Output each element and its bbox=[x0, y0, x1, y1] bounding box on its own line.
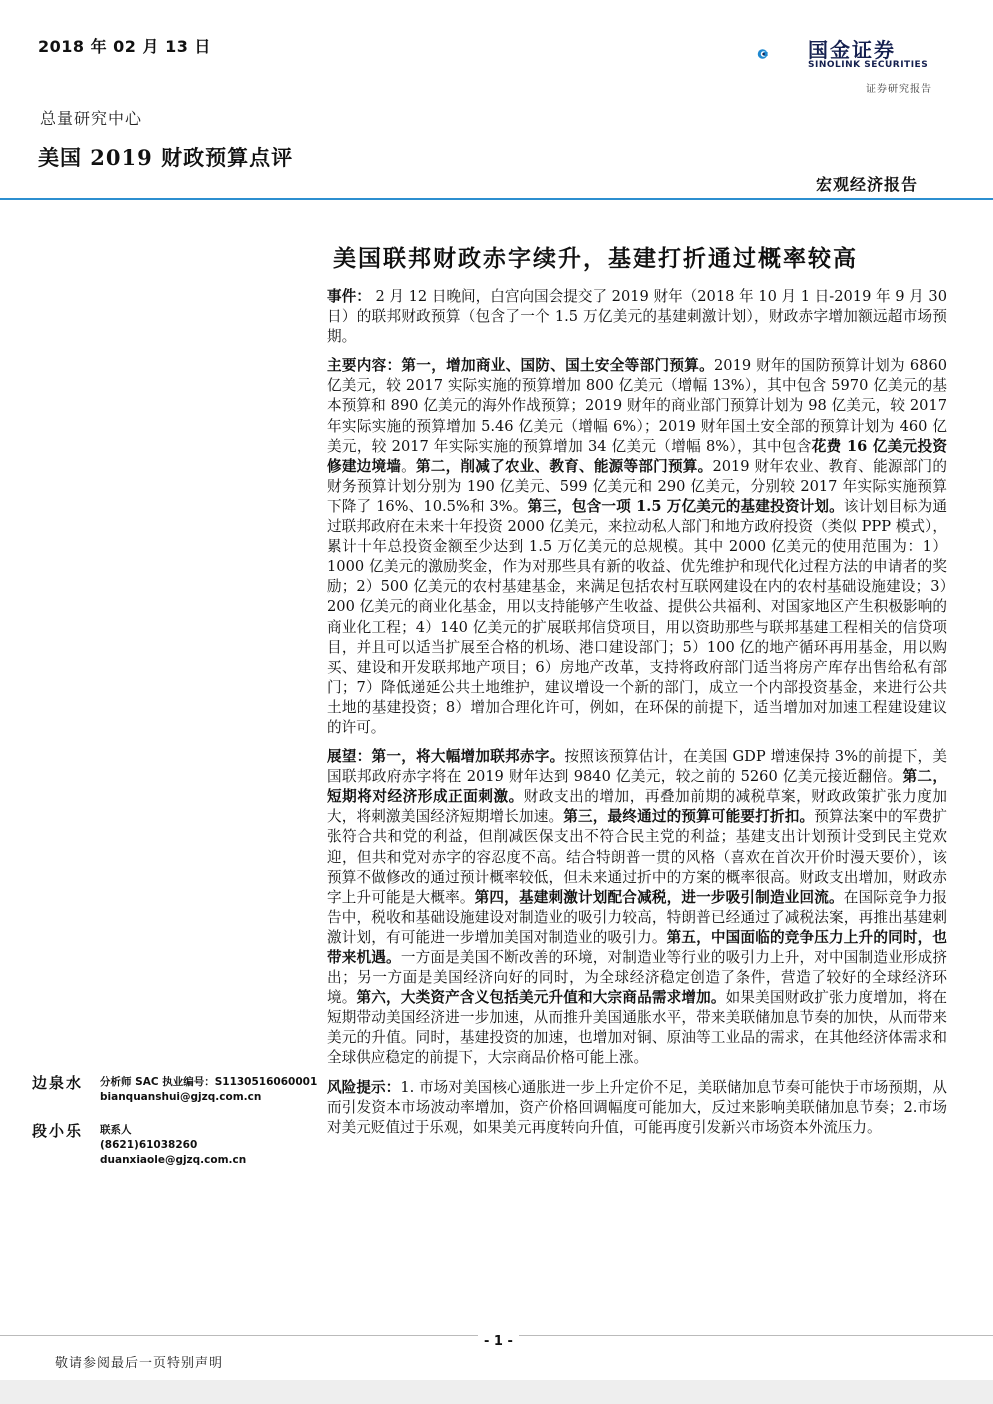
risk-text: 1. 市场对美国核心通胀进一步上升定价不足，美联储加息节奏可能快于市场预期，从而引发资本市场波动率增加，资产价格回调幅度可能加大，反过来影响美联储加息节奏；2.市场对美元贬值过于乐观，如果美元再度转向升值，可能再度引发新兴市场资本外流压力。 bbox=[327, 1078, 947, 1136]
author-2-role: 联系人 bbox=[100, 1124, 132, 1136]
header-divider bbox=[0, 198, 993, 200]
content-text-2: 。 bbox=[401, 457, 416, 475]
outlook-point-3: 第三，最终通过的预算可能要打折扣。 bbox=[563, 808, 815, 826]
outlook-paragraph bbox=[327, 747, 947, 1069]
author-1-email[interactable]: bianquanshui@gjzq.com.cn bbox=[100, 1091, 262, 1103]
outlook-point-2: 第二，短期将对经济形成正面刺激。 bbox=[327, 768, 947, 806]
main-title: 美国联邦财政赤字续升，基建打折通过概率较高 bbox=[333, 245, 858, 272]
bottom-bar bbox=[0, 1380, 993, 1404]
content-point-2: 第二，削减了农业、教育、能源等部门预算。 bbox=[415, 457, 713, 475]
brand-subtitle: 证券研究报告 bbox=[866, 84, 932, 95]
brand-name-en: SINOLINK SECURITIES bbox=[808, 60, 929, 70]
content-point-3: 第三，包含一项 1.5 万亿美元的基建投资计划。 bbox=[527, 497, 844, 515]
content-text-1: 2019 财年的国防预算计划为 6860 亿美元，较 2017 实际实施的预算增加 800 亿美元（增幅 13%），其中包含 5970 亿美元的基本预算和 890 亿美元的海外作战预算；2019 财年的商业部门预算计划为 98 亿美元，较 2017 年实际实施的预算增加 5.46 亿美元（增幅 6%）；2019 财年国土安全部的预算计划为 460 亿美元，较 2017 年实际实施的预算增加 34 亿美元（增幅 8%），其中包含 bbox=[327, 357, 947, 455]
outlook-text-5: 一方面是美国不断改善的环境，对制造业等行业的吸引力上升，对中国制造业形成挤出；另一方面是美国经济向好的同时，为全球经济稳定创造了条件，营造了较好的全球经济环境。 bbox=[327, 949, 947, 1007]
outlook-point-5: 第五，中国面临的竞争压力上升的同时，也带来机遇。 bbox=[327, 928, 947, 966]
content-paragraph bbox=[327, 356, 947, 738]
risk-paragraph bbox=[327, 1078, 947, 1138]
sinolink-logo-icon bbox=[757, 30, 805, 78]
outlook-text-3: 预算法案中的军费扩张符合共和党的利益，但削减医保支出不符合民主党的利益；基建支出计划预计受到民主党欢迎，但共和党对赤字的容忍度不高。结合特朗普一贯的风格（喜欢在首次开价时漫天要价），该预算不做修改的通过预计概率较低，但未来通过折中的方案的概率很高。财政支出增加，财政赤字上升可能是大概率。 bbox=[327, 808, 947, 906]
author-info-2 bbox=[100, 1123, 246, 1168]
content-text-3: 2019 财年农业、教育、能源部门的财务预算计划分别为 190 亿美元、599 亿美元和 290 亿美元，分别较 2017 年实际实施预算下降了 16%、10.5%和 3%。 bbox=[327, 457, 947, 515]
content-label: 主要内容： bbox=[327, 357, 402, 375]
author-1-sac: 分析师 SAC 执业编号：S1130516060001 bbox=[100, 1076, 318, 1088]
risk-label: 风险提示： bbox=[327, 1078, 401, 1096]
report-body bbox=[327, 287, 947, 1147]
event-label: 事件： bbox=[327, 288, 371, 305]
brand-name-cn: 国金证券 bbox=[808, 38, 896, 62]
disclaimer: 敬请参阅最后一页特别声明 bbox=[55, 1356, 224, 1371]
event-text: 2 月 12 日晚间，白宫向国会提交了 2019 财年（2018 年 10 月 1 日-2019 年 9 月 30 日）的联邦财政预算（包含了一个 1.5 万亿美元的基建刺激计划），财政赤字增加额远超市场预期。 bbox=[327, 288, 947, 346]
content-highlight-wall: 花费 16 亿美元投资修建边境墙 bbox=[327, 437, 947, 475]
outlook-text-2: 财政支出的增加，再叠加前期的减税草案，财政政策扩张力度加大，将刺激美国经济短期增长加速。 bbox=[327, 788, 947, 826]
author-2-phone: (8621)61038260 bbox=[100, 1139, 198, 1151]
page-number: - 1 - bbox=[478, 1334, 519, 1349]
author-2-email[interactable]: duanxiaole@gjzq.com.cn bbox=[100, 1154, 247, 1166]
outlook-point-1: 第一，将大幅增加联邦赤字。 bbox=[371, 748, 565, 766]
content-point-1: 第一，增加商业、国防、国土安全等部门预算。 bbox=[401, 357, 714, 375]
event-paragraph bbox=[327, 287, 947, 347]
report-date: 2018 年 02 月 13 日 bbox=[38, 37, 211, 56]
author-name-2: 段小乐 bbox=[32, 1122, 84, 1140]
content-text-4: 该计划目标为通过联邦政府在未来十年投资 2000 亿美元，来拉动私人部门和地方政府投资（类似 PPP 模式），累计十年总投资金额至少达到 1.5 万亿美元的总规模。其中 2000 亿美元的使用范围为：1）1000 亿美元的激励奖金，作为对那些具有新的收益、优先维护和现代化过程方法的申请者的奖励；2）500 亿美元的农村基建基金，来满足包括农村互联网建设在内的农村基础设施建设；3）200 亿美元的商业化基金，用以支持能够产生收益、提供公共福利、对国家地区产生积极影响的商业化工程；4）140 亿美元的扩展联邦信贷项目，用以资助那些与联邦基建工程相关的信贷项目，并且可以适当扩展至合格的机场、港口建设部门；5）100 亿的地产循环再用基金，用以购买、建设和开发联邦地产项目；6）房地产改革，支持将政府部门适当将房产库存出售给私有部门；7）降低递延公共土地维护，建议增设一个新的部门，成立一个内部投资基金，来进行公共土地的基建投资；8）增加合理化许可，例如，在环保的前提下，适当增加对加速工程建设建议的许可。 bbox=[327, 497, 947, 736]
department: 总量研究中心 bbox=[40, 109, 143, 128]
report-title: 美国 2019 财政预算点评 bbox=[38, 145, 294, 170]
report-type: 宏观经济报告 bbox=[816, 175, 919, 194]
outlook-point-4: 第四，基建刺激计划配合减税，进一步吸引制造业回流。 bbox=[474, 888, 844, 906]
author-info-1 bbox=[100, 1075, 317, 1105]
outlook-text-1: 按照该预算估计，在美国 GDP 增速保持 3%的前提下，美国联邦政府赤字将在 2019 财年达到 9840 亿美元，较之前的 5260 亿美元接近翻倍。 bbox=[327, 748, 947, 786]
outlook-text-4: 在国际竞争力报告中，税收和基础设施建设对制造业的吸引力较高，特朗普已经通过了减税法案，再推出基建刺激计划，有可能进一步增加美国对制造业的吸引力。 bbox=[327, 888, 947, 946]
outlook-label: 展望： bbox=[327, 748, 372, 766]
outlook-text-6: 如果美国财政扩张力度增加，将在短期带动美国经济进一步加速，从而推升美国通胀水平，带来美联储加息节奏的加快，从而带来美元的升值。同时，基建投资的加速，也增加对铜、原油等工业品的需求，在其他经济体需求和全球供应稳定的前提下，大宗商品价格可能上涨。 bbox=[327, 989, 947, 1067]
author-name-1: 边泉水 bbox=[32, 1074, 84, 1092]
outlook-point-6: 第六，大类资产含义包括美元升值和大宗商品需求增加。 bbox=[356, 989, 726, 1007]
